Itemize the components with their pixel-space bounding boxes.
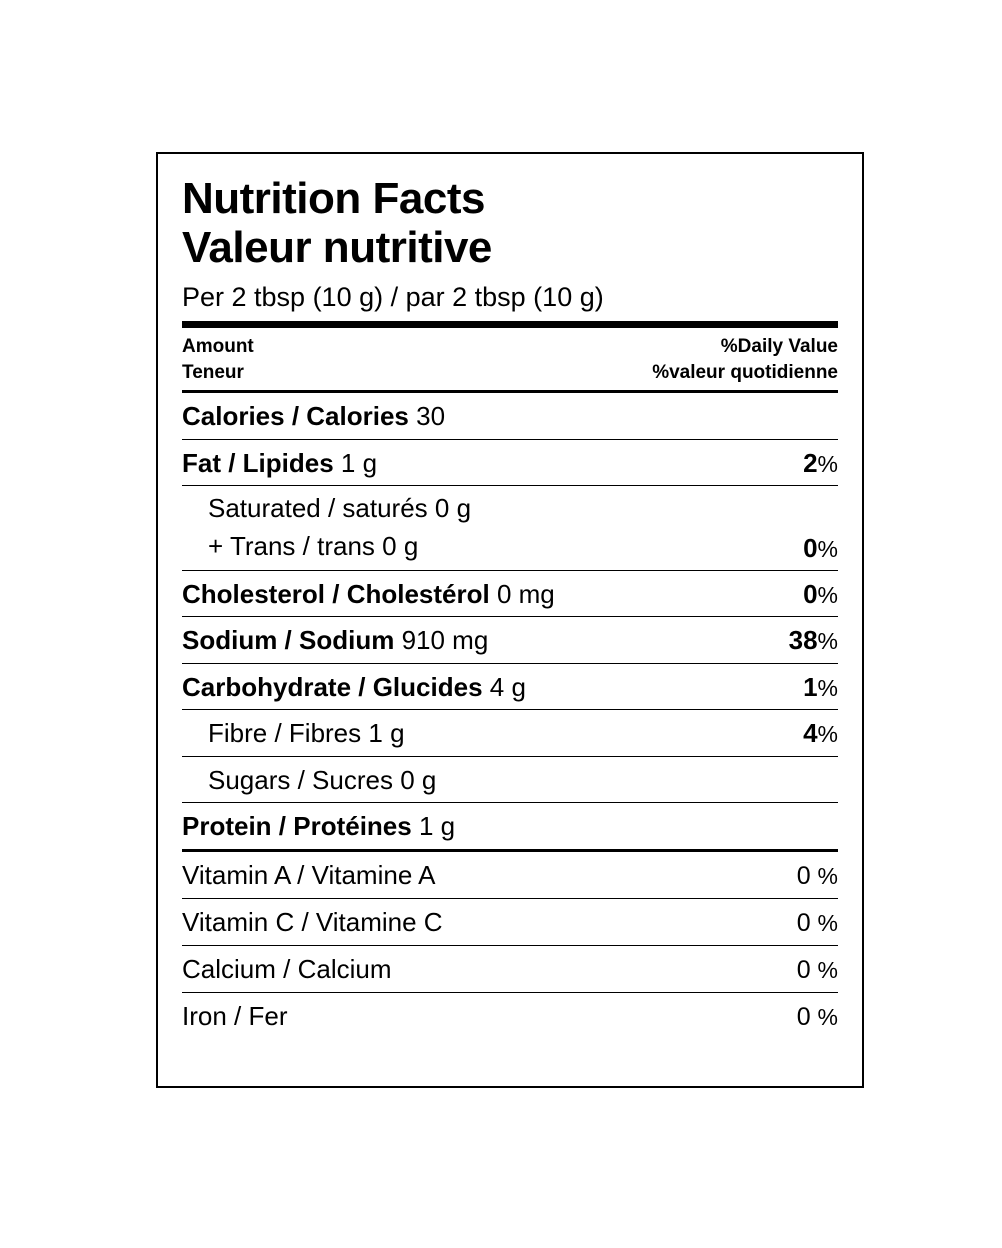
daily-value-label-english: %Daily Value — [720, 335, 838, 357]
percent-symbol: % — [817, 956, 838, 983]
nutrient-name: Saturated / saturés — [208, 493, 428, 524]
nutrient-row-carbohydrate — [182, 664, 838, 710]
percent-symbol: % — [817, 909, 838, 936]
nutrient-name: Carbohydrate / Glucides — [182, 671, 483, 702]
nutrient-name: Cholesterol / Cholestérol — [182, 578, 490, 609]
label-title-french: Valeur nutritive — [182, 222, 492, 272]
nutrient-row-cholesterol — [182, 571, 838, 617]
vitamin-row-vitamin-c — [182, 899, 838, 945]
nutrient-row-fibre — [182, 710, 838, 756]
nutrient-value: 0 g — [382, 530, 419, 561]
nutrient-value: 1 g — [418, 811, 456, 842]
vitamin-row-iron — [182, 993, 838, 1039]
percent-symbol: % — [817, 1003, 838, 1030]
label-title-english: Nutrition Facts — [182, 174, 485, 223]
vitamin-percent: 0 — [796, 1002, 811, 1031]
nutrition-facts-label — [156, 152, 864, 1088]
nutrient-name: Fat / Lipides — [182, 447, 334, 478]
percent-symbol: % — [817, 721, 838, 748]
daily-value-label-french: %valeur quotidienne — [652, 361, 838, 383]
percent-symbol: % — [817, 450, 838, 477]
percent-symbol: % — [817, 535, 838, 562]
percent-symbol: % — [817, 674, 838, 701]
nutrient-percent: 0 — [803, 532, 818, 563]
amount-label-english: Amount — [182, 335, 254, 357]
nutrient-value: 30 — [416, 401, 446, 432]
nutrient-name: Calories / Calories — [182, 401, 409, 432]
nutrient-name: Sugars / Sucres — [208, 764, 393, 795]
vitamin-row-calcium — [182, 946, 838, 992]
nutrient-row-saturated-trans — [182, 486, 838, 569]
vitamin-name: Vitamin C / Vitamine C — [182, 906, 443, 937]
vitamin-name: Iron / Fer — [182, 1000, 288, 1031]
percent-symbol: % — [817, 862, 838, 889]
vitamin-name: Vitamin A / Vitamine A — [182, 859, 436, 890]
nutrient-percent: 2 — [803, 447, 818, 478]
divider-thick-top — [182, 321, 838, 328]
nutrient-percent: 4 — [803, 718, 818, 749]
nutrient-percent: 38 — [788, 625, 818, 656]
nutrient-subrow-trans — [208, 528, 471, 566]
nutrient-row-fat — [182, 440, 838, 486]
nutrient-value: 0 g — [434, 493, 472, 524]
nutrient-value: 1 g — [368, 718, 405, 749]
nutrient-value: 0 g — [400, 764, 437, 795]
nutrient-name: + Trans / trans — [208, 530, 375, 561]
nutrient-row-sugars — [182, 757, 838, 803]
nutrient-percent: 0 — [803, 578, 818, 609]
nutrient-value: 1 g — [340, 447, 378, 478]
nutrient-value: 910 mg — [401, 625, 489, 656]
vitamin-name: Calcium / Calcium — [182, 953, 392, 984]
percent-symbol: % — [817, 628, 838, 655]
nutrient-row-sodium — [182, 617, 838, 663]
nutrient-row-calories — [182, 393, 838, 439]
daily-value-header — [182, 328, 838, 390]
nutrient-value: 4 g — [489, 671, 526, 702]
nutrient-name: Fibre / Fibres — [208, 718, 362, 749]
nutrient-value: 0 mg — [496, 578, 555, 609]
nutrient-name: Sodium / Sodium — [182, 625, 395, 656]
vitamin-row-vitamin-a — [182, 852, 838, 898]
nutrient-name: Protein / Protéines — [182, 811, 412, 842]
nutrient-subrow-saturated — [208, 490, 471, 528]
percent-symbol: % — [817, 581, 838, 608]
vitamin-percent: 0 — [796, 861, 811, 890]
nutrient-percent: 1 — [803, 671, 818, 702]
serving-size: Per 2 tbsp (10 g) / par 2 tbsp (10 g) — [182, 281, 604, 312]
vitamin-percent: 0 — [796, 908, 811, 937]
amount-label-french: Teneur — [182, 361, 244, 383]
nutrient-row-protein — [182, 803, 838, 849]
vitamin-percent: 0 — [796, 955, 811, 984]
